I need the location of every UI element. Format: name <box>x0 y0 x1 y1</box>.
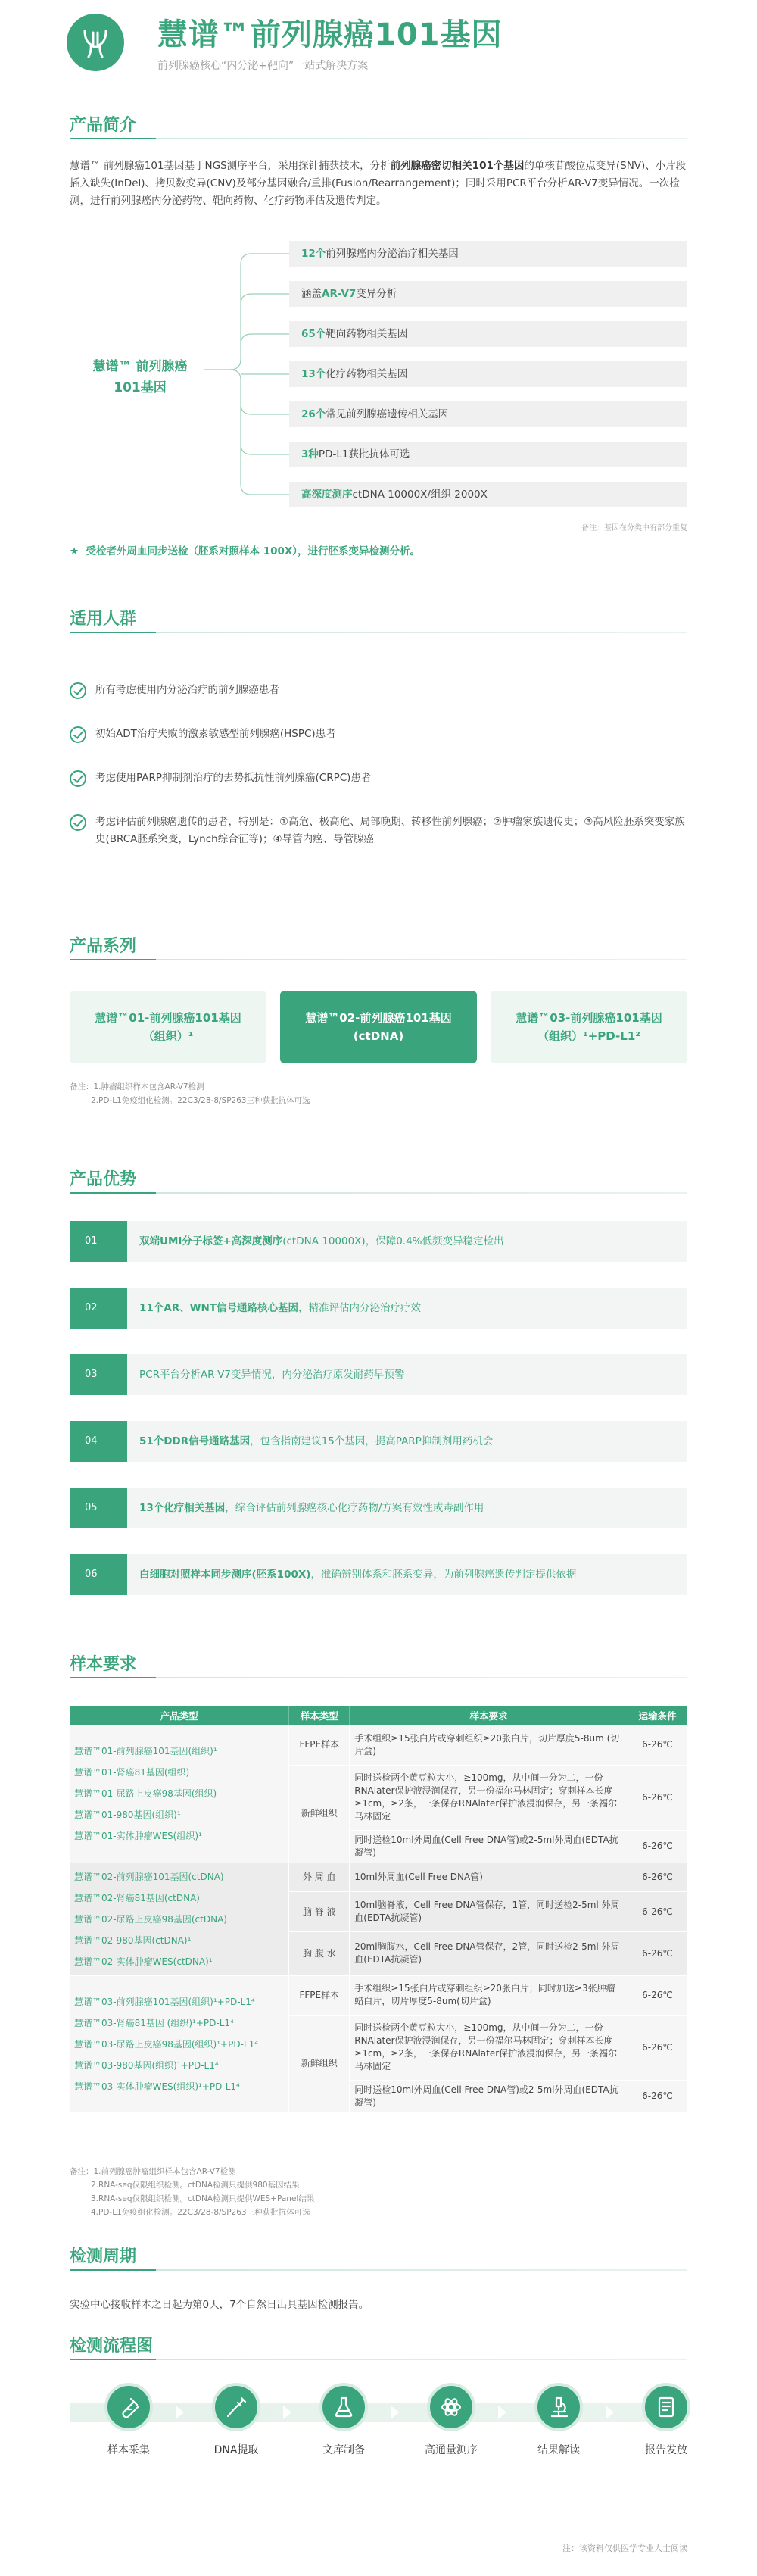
population-text: 所有考虑使用内分泌治疗的前列腺癌患者 <box>95 684 279 696</box>
section-divider <box>70 138 687 139</box>
advantage-text <box>139 1554 576 1595</box>
series-card-02[interactable] <box>280 991 477 1063</box>
population-item <box>70 682 687 699</box>
product-name: 慧谱™01-实体肿瘤WES(组织)¹ <box>74 1831 202 1842</box>
arrow-right-icon <box>176 2406 184 2419</box>
report-icon <box>642 2383 690 2431</box>
advantage-bold: 双端UMI分子标签+高深度测序 <box>139 1235 283 1247</box>
population-item <box>70 770 687 787</box>
transport-condition: 6-26℃ <box>628 1725 687 1765</box>
feature-text: ctDNA 10000X/组织 2000X <box>352 489 488 501</box>
section-title-population: 适用人群 <box>70 610 137 629</box>
feature-item <box>289 281 687 307</box>
product-name: 慧谱™02-980基因(ctDNA)¹ <box>74 1934 192 1946</box>
series-card-subtitle: （组织）¹+PD-L1² <box>537 1029 640 1043</box>
advantage-rest: ，综合评估前列腺癌核心化疗药物/方案有效性或毒副作用 <box>225 1502 484 1514</box>
series-card-subtitle: (ctDNA) <box>353 1029 404 1043</box>
table-header: 产品类型 <box>70 1706 289 1725</box>
section-divider <box>70 2359 687 2360</box>
sample-type: 脑 脊 液 <box>289 1892 350 1932</box>
advantage-item <box>70 1288 687 1329</box>
advantage-rest: ，精准评估内分泌治疗疗效 <box>298 1302 422 1314</box>
advantage-item <box>70 1421 687 1462</box>
tree-root-label-line1: 慧谱™ 前列腺癌 <box>92 359 188 374</box>
feature-text: 常见前列腺癌遗传相关基因 <box>326 408 449 420</box>
advantage-bold: 13个化疗相关基因 <box>139 1502 226 1514</box>
note-line: 备注：1.前列腺癌肿瘤组织样本包含AR-V7检测 <box>70 2167 236 2176</box>
section-title-advantages: 产品优势 <box>70 1170 137 1189</box>
feature-highlight: 13个 <box>301 368 326 380</box>
sample-requirement: 10ml脑脊液，Cell Free DNA管保存，1管，同时送检2-5ml 外周血(EDTA抗凝管) <box>350 1892 628 1932</box>
sample-type: 新鲜组织 <box>289 2015 350 2112</box>
product-name: 慧谱™01-980基因(组织)¹ <box>74 1809 181 1821</box>
feature-highlight: 12个 <box>301 248 326 260</box>
sample-type: FFPE样本 <box>289 1975 350 2015</box>
feature-item <box>289 241 687 267</box>
section-title-intro: 产品简介 <box>70 116 137 135</box>
footer-disclaimer: 注：该资料仅供医学专业人士阅读 <box>562 2543 687 2553</box>
transport-condition: 6-26℃ <box>628 1932 687 1975</box>
workflow-step-report <box>636 2383 696 2457</box>
page-title: 慧谱™前列腺癌101基因 <box>157 17 503 52</box>
feature-note: 备注：基因在分类中有部分重复 <box>581 524 687 532</box>
arrow-right-icon <box>391 2406 399 2419</box>
advantage-text <box>139 1221 504 1262</box>
feature-prefix: 涵盖 <box>301 288 322 300</box>
feature-item <box>289 361 687 387</box>
transport-condition: 6-26℃ <box>628 2080 687 2112</box>
workflow-step-sample-collection <box>98 2383 159 2457</box>
tree-root-label <box>70 356 210 398</box>
note-line: 4.PD-L1免疫组化检测。22C3/28-8/SP263三种获批抗体可选 <box>91 2208 310 2217</box>
table-row <box>70 1975 687 2015</box>
table-header: 样本类型 <box>289 1706 350 1725</box>
series-card-01[interactable] <box>70 991 266 1063</box>
note-line: 2.RNA-seq仅限组织检测。ctDNA检测只提供980基因结果 <box>91 2181 300 2190</box>
product-name: 慧谱™03-实体肿瘤WES(组织)¹+PD-L1⁴ <box>74 2081 240 2092</box>
workflow-step-label: 样本采集 <box>107 2444 150 2456</box>
product-name: 慧谱™02-尿路上皮癌98基因(ctDNA) <box>74 1913 227 1925</box>
table-header-row <box>70 1706 687 1725</box>
section-divider <box>70 2269 687 2271</box>
product-list-cell <box>70 1863 289 1975</box>
note-line: 备注：1.肿瘤组织样本包含AR-V7检测 <box>70 1082 204 1091</box>
molecule-icon <box>427 2383 475 2431</box>
table-notes <box>70 2165 314 2219</box>
advantage-text <box>139 1354 404 1395</box>
sample-type: 新鲜组织 <box>289 1765 350 1863</box>
intro-text-bold: 前列腺癌密切相关101个基因 <box>390 160 525 172</box>
germline-note <box>70 542 420 557</box>
transport-condition: 6-26℃ <box>628 1892 687 1932</box>
period-text: 实验中心接收样本之日起为第0天，7个自然日出具基因检测报告。 <box>70 2299 369 2311</box>
table-header: 运输条件 <box>628 1706 687 1725</box>
workflow-step-label: 结果解读 <box>537 2444 580 2456</box>
advantage-number: 05 <box>70 1488 127 1528</box>
flask-icon <box>319 2383 368 2431</box>
feature-text: PD-L1获批抗体可选 <box>318 448 410 461</box>
workflow-step-label: DNA提取 <box>213 2444 259 2456</box>
population-text: 初始ADT治疗失败的激素敏感型前列腺癌(HSPC)患者 <box>95 728 336 740</box>
series-card-title: 慧谱™02-前列腺癌101基因 <box>305 1011 452 1025</box>
microscope-icon <box>534 2383 583 2431</box>
transport-condition: 6-26℃ <box>628 1830 687 1863</box>
pipette-icon <box>212 2383 260 2431</box>
workflow-step-label: 高通量测序 <box>425 2444 478 2456</box>
sample-requirement: 同时送检10ml外周血(Cell Free DNA管)或2-5ml外周血(EDTA抗凝管) <box>350 1830 628 1863</box>
table-row <box>70 1725 687 1765</box>
feature-text: 化疗药物相关基因 <box>326 368 408 380</box>
sample-requirement: 同时送检两个黄豆粒大小，≥100mg，从中间一分为二，一份RNAlater保护液浸润保存，另一份福尔马林固定；穿刺样本长度≥1cm，≥2条，一条保存RNAlater保护液浸润保存，另一条福尔马林固定 <box>350 2015 628 2080</box>
table-header: 样本要求 <box>350 1706 628 1725</box>
advantage-number: 06 <box>70 1554 127 1595</box>
section-title-series: 产品系列 <box>70 937 137 956</box>
check-circle-icon <box>70 770 86 787</box>
section-divider <box>70 1677 687 1678</box>
tree-connector-lines <box>204 241 291 498</box>
feature-text: 前列腺癌内分泌治疗相关基因 <box>326 248 459 260</box>
advantage-rest: PCR平台分析AR-V7变异情况，内分泌治疗原发耐药早预警 <box>139 1369 405 1381</box>
population-item <box>70 813 687 848</box>
series-card-subtitle: （组织）¹ <box>142 1029 194 1043</box>
feature-item <box>289 482 687 507</box>
section-title-period: 检测周期 <box>70 2247 137 2266</box>
sample-type: 外 周 血 <box>289 1863 350 1892</box>
sample-requirement: 10ml外周血(Cell Free DNA管) <box>350 1863 628 1892</box>
section-title-sample: 样本要求 <box>70 1655 137 1674</box>
product-name: 慧谱™01-肾癌81基因(组织) <box>74 1767 190 1778</box>
product-name: 慧谱™02-实体肿瘤WES(ctDNA)¹ <box>74 1956 213 1967</box>
feature-highlight: 65个 <box>301 328 326 340</box>
feature-highlight: AR-V7 <box>322 288 357 300</box>
advantage-item <box>70 1354 687 1395</box>
advantage-item <box>70 1221 687 1262</box>
product-list-cell <box>70 1975 289 2112</box>
series-notes <box>70 1080 310 1107</box>
test-tube-icon <box>104 2383 153 2431</box>
workflow-step-label: 报告发放 <box>645 2444 687 2456</box>
star-icon: ★ <box>70 545 79 557</box>
product-name: 慧谱™03-肾癌81基因 (组织)¹+PD-L1⁴ <box>74 2017 234 2028</box>
advantage-item <box>70 1488 687 1528</box>
feature-item <box>289 401 687 427</box>
transport-condition: 6-26℃ <box>628 1975 687 2015</box>
advantage-number: 04 <box>70 1421 127 1462</box>
feature-highlight: 26个 <box>301 408 326 420</box>
section-divider <box>70 632 687 633</box>
transport-condition: 6-26℃ <box>628 1765 687 1830</box>
advantage-text <box>139 1421 493 1462</box>
population-text: 考虑评估前列腺癌遗传的患者，特别是：①高危、极高危、局部晚期、转移性前列腺癌；②肿瘤家族遗传史；③高风险胚系突变家族史(BRCA胚系突变，Lynch综合征等)；④导管内癌、导管腺癌 <box>95 816 685 845</box>
advantage-bold: 白细胞对照样本同步测序(胚系100X) <box>139 1569 311 1581</box>
sample-requirement: 20ml胸腹水，Cell Free DNA管保存，2管，同时送检2-5ml 外周血(EDTA抗凝管) <box>350 1932 628 1975</box>
feature-highlight: 3种 <box>301 448 319 461</box>
sample-requirements-table <box>70 1706 687 2113</box>
workflow-step-label: 文库制备 <box>322 2444 365 2456</box>
workflow-step-interpretation <box>528 2383 589 2457</box>
workflow-step-library-prep <box>313 2383 374 2457</box>
germline-note-text: 受检者外周血同步送检（胚系对照样本 100X），进行胚系变异检测分析。 <box>86 545 421 557</box>
sample-requirement: 手术组织≥15张白片或穿刺组织≥20张白片；同时加送≥3张肿瘤蜡白片，切片厚度5-8um(切片盒) <box>350 1975 628 2015</box>
intro-paragraph <box>70 158 687 210</box>
sample-requirement: 同时送检10ml外周血(Cell Free DNA管)或2-5ml外周血(EDTA抗凝管) <box>350 2080 628 2112</box>
product-name: 慧谱™03-尿路上皮癌98基因(组织)¹+PD-L1⁴ <box>74 2038 259 2050</box>
advantage-number: 01 <box>70 1221 127 1262</box>
workflow-track <box>70 2403 687 2422</box>
note-line: 2.PD-L1免疫组化检测。22C3/28-8/SP263三种获批抗体可选 <box>91 1096 310 1105</box>
arrow-right-icon <box>283 2406 291 2419</box>
tree-root-label-line2: 101基因 <box>114 380 167 395</box>
series-card-title: 慧谱™03-前列腺癌101基因 <box>516 1011 662 1025</box>
workflow-step-sequencing <box>421 2383 481 2457</box>
arrow-right-icon <box>498 2406 506 2419</box>
section-title-workflow: 检测流程图 <box>70 2337 154 2356</box>
product-name: 慧谱™01-前列腺癌101基因(组织)¹ <box>74 1746 217 1757</box>
feature-text: 变异分析 <box>356 288 397 300</box>
series-card-03[interactable] <box>491 991 687 1063</box>
intro-text-part1: 慧谱™ 前列腺癌101基因基于NGS测序平台，采用探针捕获技术，分析 <box>70 160 391 172</box>
page-subtitle: 前列腺癌核心“内分泌+靶向”一站式解决方案 <box>157 60 369 72</box>
population-item <box>70 726 687 743</box>
advantage-rest: (ctDNA 10000X)，保障0.4%低频变异稳定检出 <box>282 1235 504 1247</box>
feature-item <box>289 321 687 347</box>
product-name: 慧谱™03-前列腺癌101基因(组织)¹+PD-L1⁴ <box>74 1996 255 2007</box>
sample-type: FFPE样本 <box>289 1725 350 1765</box>
product-name: 慧谱™02-前列腺癌101基因(ctDNA) <box>74 1871 224 1882</box>
product-name: 慧谱™02-肾癌81基因(ctDNA) <box>74 1892 200 1903</box>
advantage-number: 03 <box>70 1354 127 1395</box>
feature-text: 靶向药物相关基因 <box>326 328 408 340</box>
check-circle-icon <box>70 726 86 743</box>
product-name: 慧谱™01-尿路上皮癌98基因(组织) <box>74 1788 217 1800</box>
note-line: 3.RNA-seq仅限组织检测。ctDNA检测只提供WES+Panel结果 <box>91 2194 315 2203</box>
transport-condition: 6-26℃ <box>628 2015 687 2080</box>
series-card-title: 慧谱™01-前列腺癌101基因 <box>95 1011 241 1025</box>
header <box>0 0 757 89</box>
sample-requirement: 同时送检两个黄豆粒大小，≥100mg，从中间一分为二，一份RNAlater保护液浸润保存，另一份福尔马林固定；穿刺样本长度≥1cm，≥2条，一条保存RNAlater保护液浸润保存，另一条福尔马林固定 <box>350 1765 628 1830</box>
workflow-step-dna-extraction <box>206 2383 266 2457</box>
advantage-rest: ，准确辨别体系和胚系变异，为前列腺癌遗传判定提供依据 <box>310 1569 577 1581</box>
check-circle-icon <box>70 682 86 699</box>
table-row <box>70 1863 687 1892</box>
sample-type: 胸 腹 水 <box>289 1932 350 1975</box>
sample-requirement: 手术组织≥15张白片或穿刺组织≥20张白片，切片厚度5-8um (切片盒) <box>350 1725 628 1765</box>
advantage-number: 02 <box>70 1288 127 1329</box>
section-divider <box>70 1192 687 1194</box>
product-name: 慧谱™03-980基因(组织)¹+PD-L1⁴ <box>74 2059 219 2071</box>
section-divider <box>70 959 687 960</box>
transport-condition: 6-26℃ <box>628 1863 687 1892</box>
feature-item <box>289 442 687 467</box>
arrow-right-icon <box>606 2406 614 2419</box>
advantage-text <box>139 1288 421 1329</box>
advantage-bold: 11个AR、WNT信号通路核心基因 <box>139 1302 299 1314</box>
check-circle-icon <box>70 814 86 831</box>
feature-highlight: 高深度测序 <box>301 489 353 501</box>
intro-text-part2: 的单核苷酸位点变异(SNV)、小片段插入缺失(InDel)、拷贝数变异(CNV)及部分基因融合/重排(Fusion/Rearrangement)；同时采用PCR平台分析AR-V7变异情况。一次检测，进行前列腺癌内分泌药物、靶向药物、化疗药物评估及遗传判定。 <box>70 160 687 207</box>
product-list-cell <box>70 1725 289 1863</box>
advantage-rest: ，包含指南建议15个基因，提高PARP抑制剂用药机会 <box>250 1435 494 1447</box>
advantage-text <box>139 1488 484 1528</box>
prostate-logo-icon <box>67 14 124 71</box>
advantage-bold: 51个DDR信号通路基因 <box>139 1435 251 1447</box>
population-text: 考虑使用PARP抑制剂治疗的去势抵抗性前列腺癌(CRPC)患者 <box>95 772 372 784</box>
advantage-item <box>70 1554 687 1595</box>
